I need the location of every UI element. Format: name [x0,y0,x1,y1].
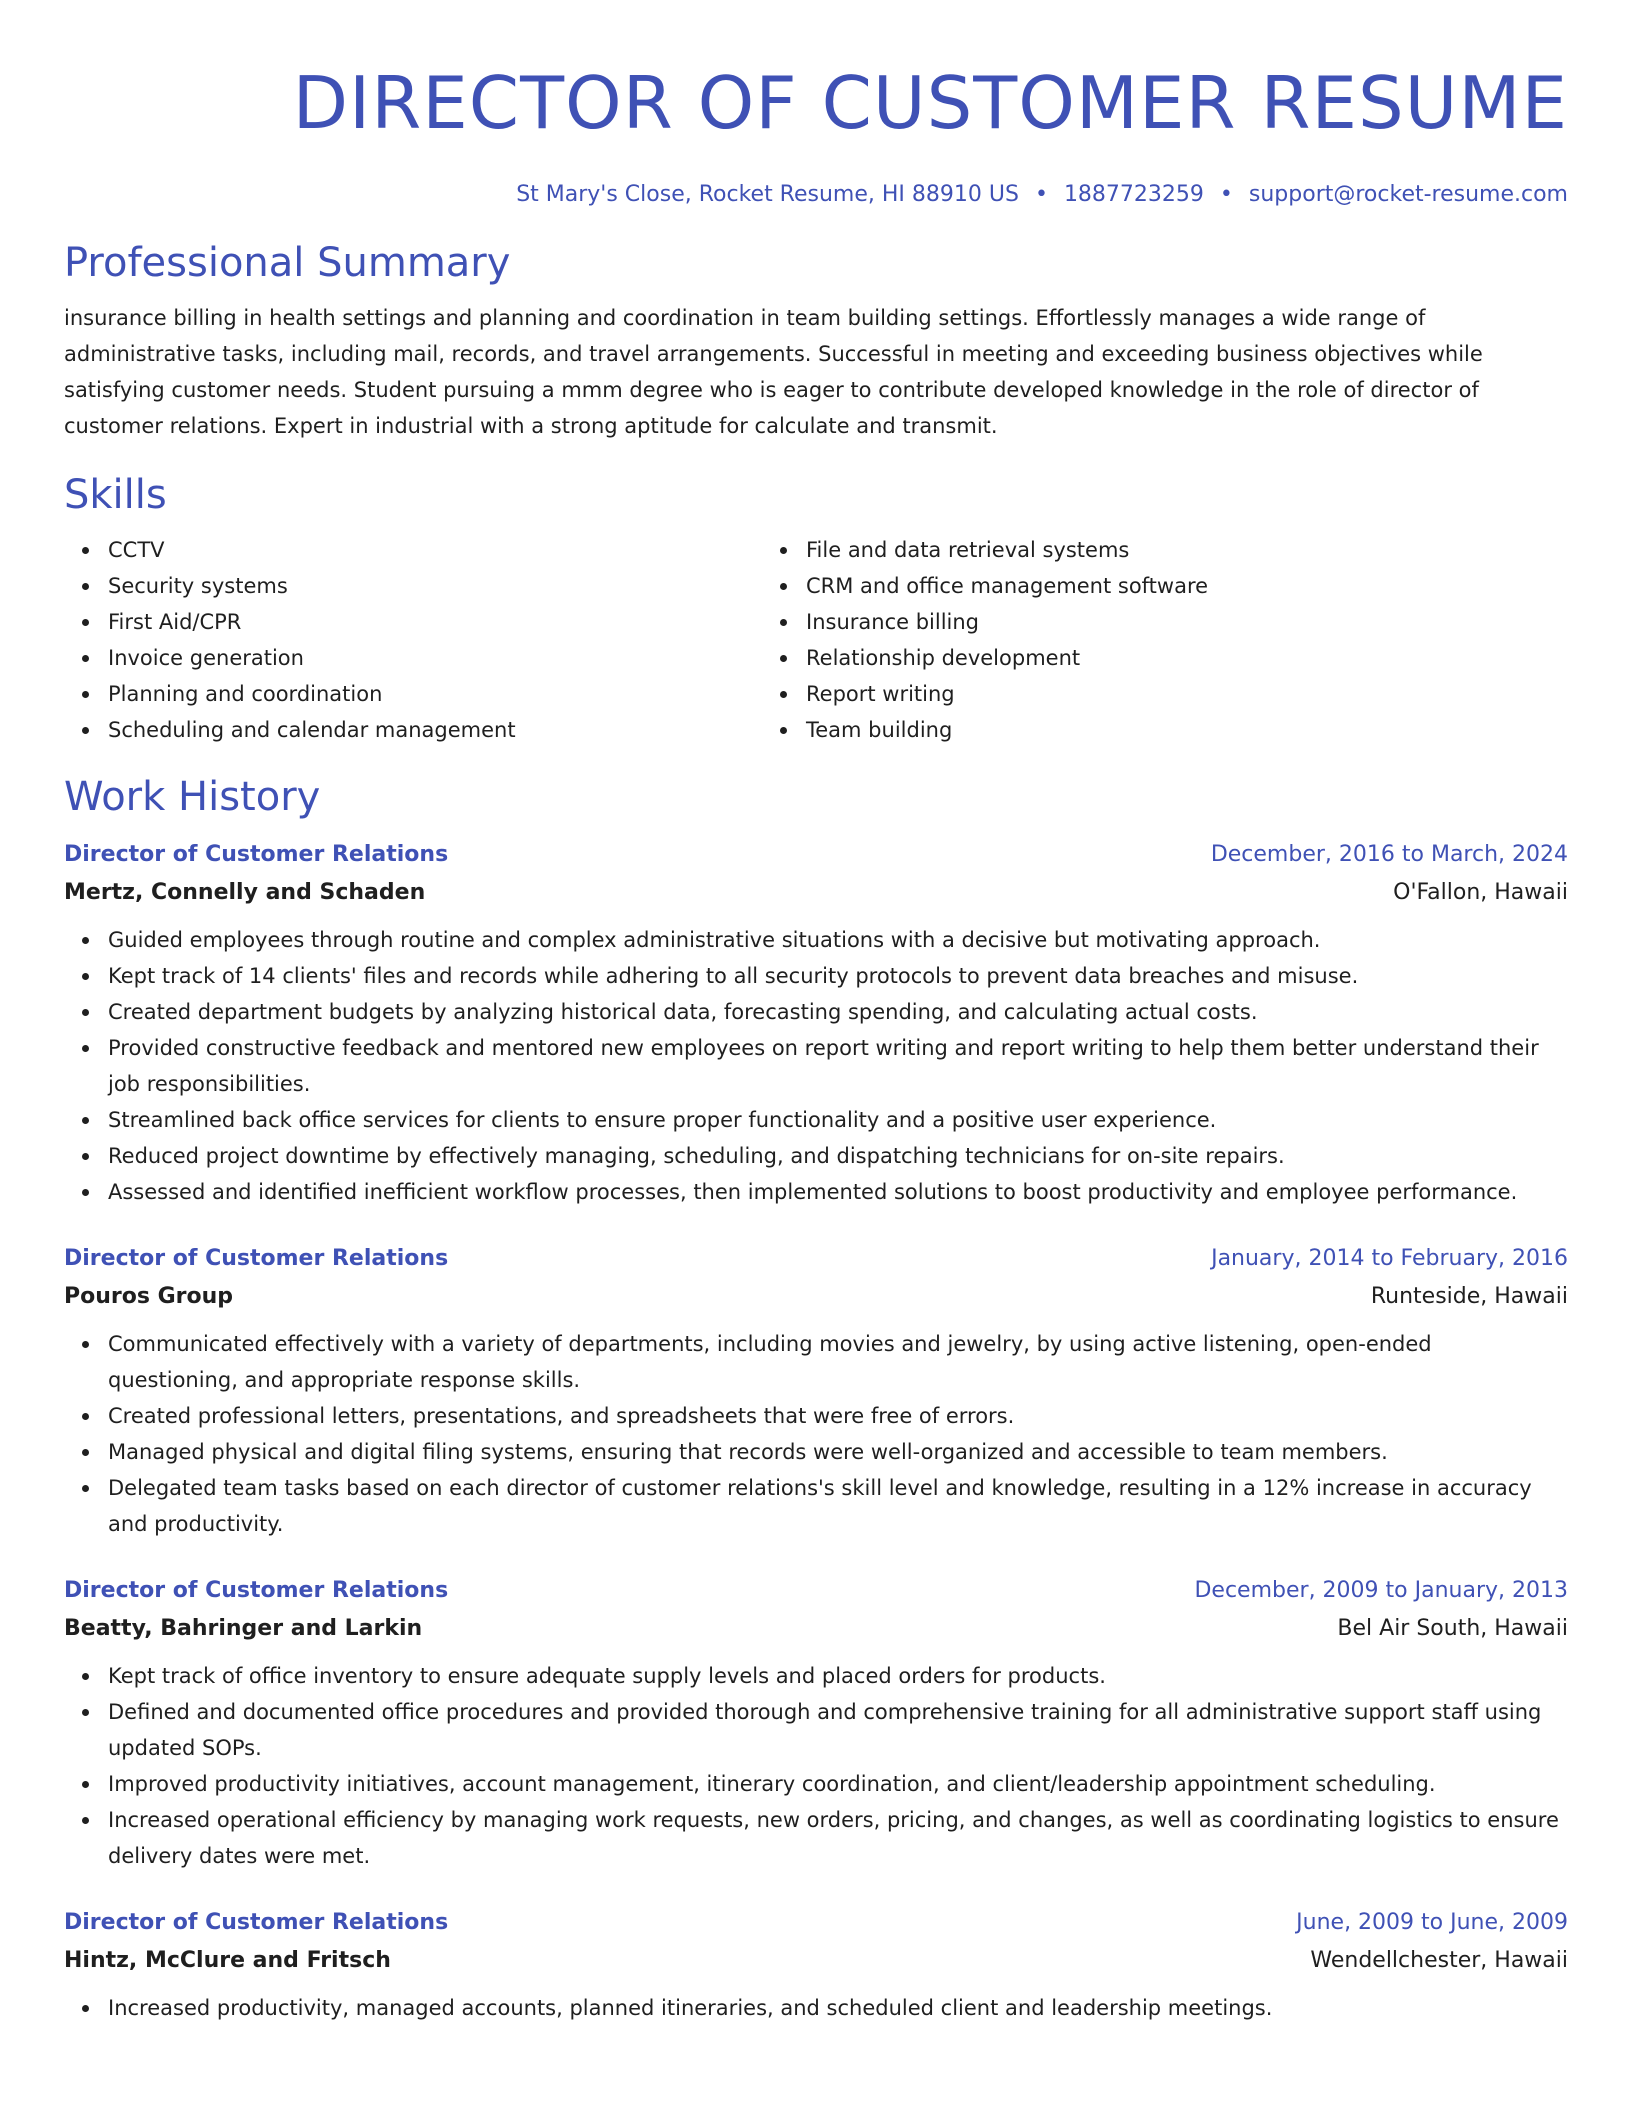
job-company-row [64,1278,1568,1316]
job-location: O'Fallon, Hawaii [1393,880,1568,905]
job-dates: December, 2009 to January, 2013 [1194,1578,1568,1603]
separator-dot: • [1034,182,1048,207]
job-company-row [64,1942,1568,1980]
job-title: Director of Customer Relations [64,1246,449,1271]
skill-item: Report writing [806,676,1460,712]
skill-item: First Aid/CPR [108,604,762,640]
job-entry [64,1240,1568,1542]
phone: 1887723259 [1063,182,1204,207]
email-link[interactable]: support@rocket-resume.com [1248,182,1568,207]
job-dates: June, 2009 to June, 2009 [1296,1910,1568,1935]
job-location: Runteside, Hawaii [1370,1284,1568,1309]
address: St Mary's Close, Rocket Resume, HI 88910 US [516,182,1019,207]
job-bullet: Assessed and identified inefficient workflow processes, then implemented solutions to boost productivity and employee performance. [108,1174,1568,1210]
job-bullet: Defined and documented office procedures and provided thorough and comprehensive training for all administrative support staff using updated SOPs. [108,1694,1568,1766]
job-bullet: Created professional letters, presentations, and spreadsheets that were free of errors. [108,1398,1568,1434]
job-bullet: Reduced project downtime by effectively managing, scheduling, and dispatching technicians for on-site repairs. [108,1138,1568,1174]
job-bullets [64,1990,1568,2026]
job-bullet: Managed physical and digital filing systems, ensuring that records were well-organized and accessible to team members. [108,1434,1568,1470]
job-entry [64,1904,1568,2026]
skill-item: CCTV [108,532,762,568]
resume-page [64,0,1568,2026]
company-name: Hintz, McClure and Fritsch [64,1948,391,1973]
company-name: Pouros Group [64,1284,234,1309]
job-bullets [64,1658,1568,1874]
job-dates: January, 2014 to February, 2016 [1211,1246,1568,1271]
job-title: Director of Customer Relations [64,1910,449,1935]
job-entry [64,836,1568,1210]
job-header-row [64,1904,1568,1942]
skill-item: Invoice generation [108,640,762,676]
job-location: Bel Air South, Hawaii [1337,1616,1568,1641]
job-bullet: Kept track of 14 clients' files and records while adhering to all security protocols to prevent data breaches and misuse. [108,958,1568,994]
job-header-row [64,836,1568,874]
job-entry [64,1572,1568,1874]
company-name: Mertz, Connelly and Schaden [64,880,426,905]
job-bullet: Guided employees through routine and complex administrative situations with a decisive but motivating approach. [108,922,1568,958]
skills-list-left [64,532,762,748]
skill-item: Security systems [108,568,762,604]
job-company-row [64,1610,1568,1648]
skills-list-right [762,532,1460,748]
skill-item: CRM and office management software [806,568,1460,604]
job-title: Director of Customer Relations [64,842,449,867]
summary-text: insurance billing in health settings and planning and coordination in team building settings. Effortlessly manages a wide range of administrative tasks, including mail, records, and travel arrangements. Successful in meeting and exceeding business objectives while satisfying customer needs. Student pursuing a mmm degree who is eager to contribute developed knowledge in the role of director of customer relations. Expert in industrial with a strong aptitude for calculate and transmit. [64,306,1483,438]
job-bullet: Increased operational efficiency by managing work requests, new orders, pricing, and changes, as well as coordinating logistics to ensure delivery dates were met. [108,1802,1568,1874]
job-bullets [64,922,1568,1210]
section-title-summary: Professional Summary [64,240,511,286]
job-bullets [64,1326,1568,1542]
job-title: Director of Customer Relations [64,1578,449,1603]
skill-item: Team building [806,712,1460,748]
skill-item: Planning and coordination [108,676,762,712]
skill-item: Scheduling and calendar management [108,712,762,748]
company-name: Beatty, Bahringer and Larkin [64,1616,423,1641]
job-bullet: Provided constructive feedback and mentored new employees on report writing and report writing to help them better understand their job responsibilities. [108,1030,1568,1102]
contact-line [64,180,1568,210]
section-title-work-history: Work History [64,774,321,820]
job-bullet: Streamlined back office services for clients to ensure proper functionality and a positive user experience. [108,1102,1568,1138]
skill-item: Insurance billing [806,604,1460,640]
job-header-row [64,1572,1568,1610]
job-bullet: Kept track of office inventory to ensure adequate supply levels and placed orders for products. [108,1658,1568,1694]
job-company-row [64,874,1568,912]
job-bullet: Created department budgets by analyzing historical data, forecasting spending, and calculating actual costs. [108,994,1568,1030]
job-bullet: Communicated effectively with a variety of departments, including movies and jewelry, by using active listening, open-ended questioning, and appropriate response skills. [108,1326,1568,1398]
job-bullet: Delegated team tasks based on each director of customer relations's skill level and knowledge, resulting in a 12% increase in accuracy and productivity. [108,1470,1568,1542]
section-title-skills: Skills [64,472,167,518]
skill-item: File and data retrieval systems [806,532,1460,568]
skill-item: Relationship development [806,640,1460,676]
job-location: Wendellchester, Hawaii [1310,1948,1568,1973]
resume-title: DIRECTOR OF CUSTOMER RESUME [292,61,1568,145]
job-bullet: Improved productivity initiatives, account management, itinerary coordination, and client/leadership appointment scheduling. [108,1766,1568,1802]
job-header-row [64,1240,1568,1278]
job-dates: December, 2016 to March, 2024 [1210,842,1568,867]
separator-dot: • [1219,182,1233,207]
skills-grid [64,532,1568,748]
job-bullet: Increased productivity, managed accounts, planned itineraries, and scheduled client and leadership meetings. [108,1990,1568,2026]
